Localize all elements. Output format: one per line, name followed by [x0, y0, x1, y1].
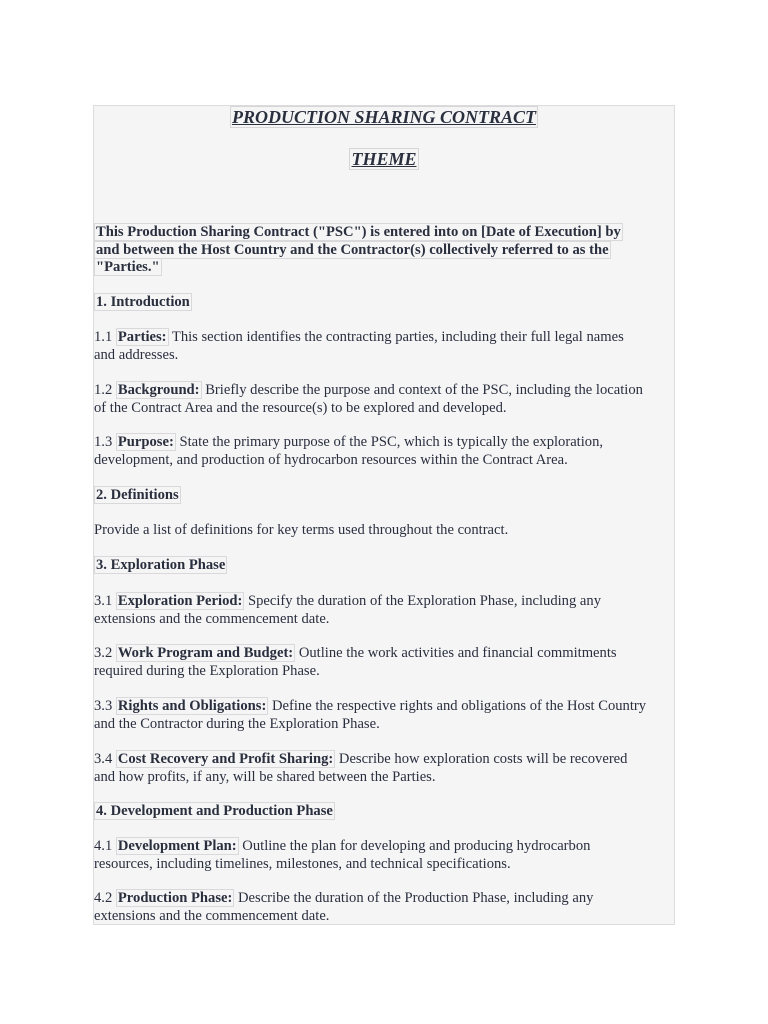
- clause-number: 3.1: [94, 593, 116, 609]
- clause-3-2: [94, 645, 674, 680]
- clause-label: Cost Recovery and Profit Sharing:: [117, 751, 334, 767]
- clause-text: State the primary purpose of the PSC, which is typically the exploration,: [175, 434, 604, 450]
- clause-label: Parties:: [117, 329, 167, 345]
- clause-text-continued: and addresses.: [94, 346, 179, 363]
- clause-number: 1.2: [94, 382, 116, 398]
- intro-line-3: "Parties.": [96, 259, 160, 275]
- clause-label: Production Phase:: [117, 890, 233, 906]
- clause-label: Development Plan:: [117, 838, 237, 854]
- intro-line-1: This Production Sharing Contract ("PSC") is entered into on [Date of Execution] by: [96, 224, 621, 240]
- section-heading-exploration: [94, 557, 674, 575]
- clause-number: 4.2: [94, 890, 116, 906]
- clause-text-continued: development, and production of hydrocarbon resources within the Contract Area.: [94, 451, 568, 468]
- clause-number: 1.1: [94, 329, 116, 345]
- clause-number: 3.4: [94, 751, 116, 767]
- intro-line-2: and between the Host Country and the Contractor(s) collectively referred to as the: [96, 241, 609, 258]
- document-title: [94, 106, 674, 128]
- clause-text: Outline the work activities and financial commitments: [295, 645, 617, 661]
- section-heading-text: 2. Definitions: [96, 487, 179, 503]
- section-heading-development: [94, 803, 674, 821]
- document-page: [93, 105, 675, 925]
- clause-label: Rights and Obligations:: [117, 698, 267, 714]
- clause-text-continued: and the Contractor during the Exploration Phase.: [94, 715, 380, 732]
- clause-number: 1.3: [94, 434, 116, 450]
- clause-4-1: [94, 838, 674, 873]
- clause-text-continued: extensions and the commencement date.: [94, 907, 330, 924]
- clause-label: Work Program and Budget:: [117, 645, 294, 661]
- section-heading-introduction: [94, 294, 674, 312]
- clause-text: Specify the duration of the Exploration Phase, including any: [244, 593, 601, 609]
- document-subtitle: [94, 148, 674, 170]
- clause-text: This section identifies the contracting parties, including their full legal names: [168, 329, 624, 345]
- section-heading-text: 1. Introduction: [96, 294, 190, 310]
- clause-text: Outline the plan for developing and producing hydrocarbon: [238, 838, 591, 854]
- clause-number: 4.1: [94, 838, 116, 854]
- clause-label: Background:: [117, 382, 200, 398]
- clause-text-continued: of the Contract Area and the resource(s) to be explored and developed.: [94, 399, 507, 416]
- clause-text-continued: extensions and the commencement date.: [94, 610, 330, 627]
- section-heading-text: 3. Exploration Phase: [96, 557, 226, 573]
- definitions-text-content: Provide a list of definitions for key terms used throughout the contract.: [94, 522, 509, 538]
- clause-text: Define the respective rights and obligations of the Host Country: [268, 698, 647, 714]
- clause-4-2: [94, 890, 674, 925]
- clause-text: Briefly describe the purpose and context of the PSC, including the location: [201, 382, 643, 398]
- clause-1-1: [94, 329, 674, 364]
- clause-number: 3.2: [94, 645, 116, 661]
- clause-1-3: [94, 434, 674, 469]
- clause-3-3: [94, 698, 674, 733]
- intro-paragraph: [94, 224, 674, 277]
- section-heading-definitions: [94, 487, 674, 505]
- document-title-text: PRODUCTION SHARING CONTRACT: [231, 107, 537, 127]
- clause-number: 3.3: [94, 698, 116, 714]
- clause-label: Exploration Period:: [117, 593, 243, 609]
- clause-1-2: [94, 382, 674, 417]
- clause-3-4: [94, 751, 674, 786]
- section-heading-text: 4. Development and Production Phase: [96, 803, 333, 819]
- clause-text-continued: required during the Exploration Phase.: [94, 662, 320, 679]
- clause-text-continued: and how profits, if any, will be shared between the Parties.: [94, 768, 436, 785]
- clause-text: Describe how exploration costs will be recovered: [335, 751, 628, 767]
- clause-3-1: [94, 593, 674, 628]
- clause-text-continued: resources, including timelines, milestones, and technical specifications.: [94, 855, 511, 872]
- clause-label: Purpose:: [117, 434, 174, 450]
- clause-text: Describe the duration of the Production Phase, including any: [234, 890, 594, 906]
- document-subtitle-text: THEME: [351, 149, 417, 169]
- definitions-text: [94, 522, 674, 540]
